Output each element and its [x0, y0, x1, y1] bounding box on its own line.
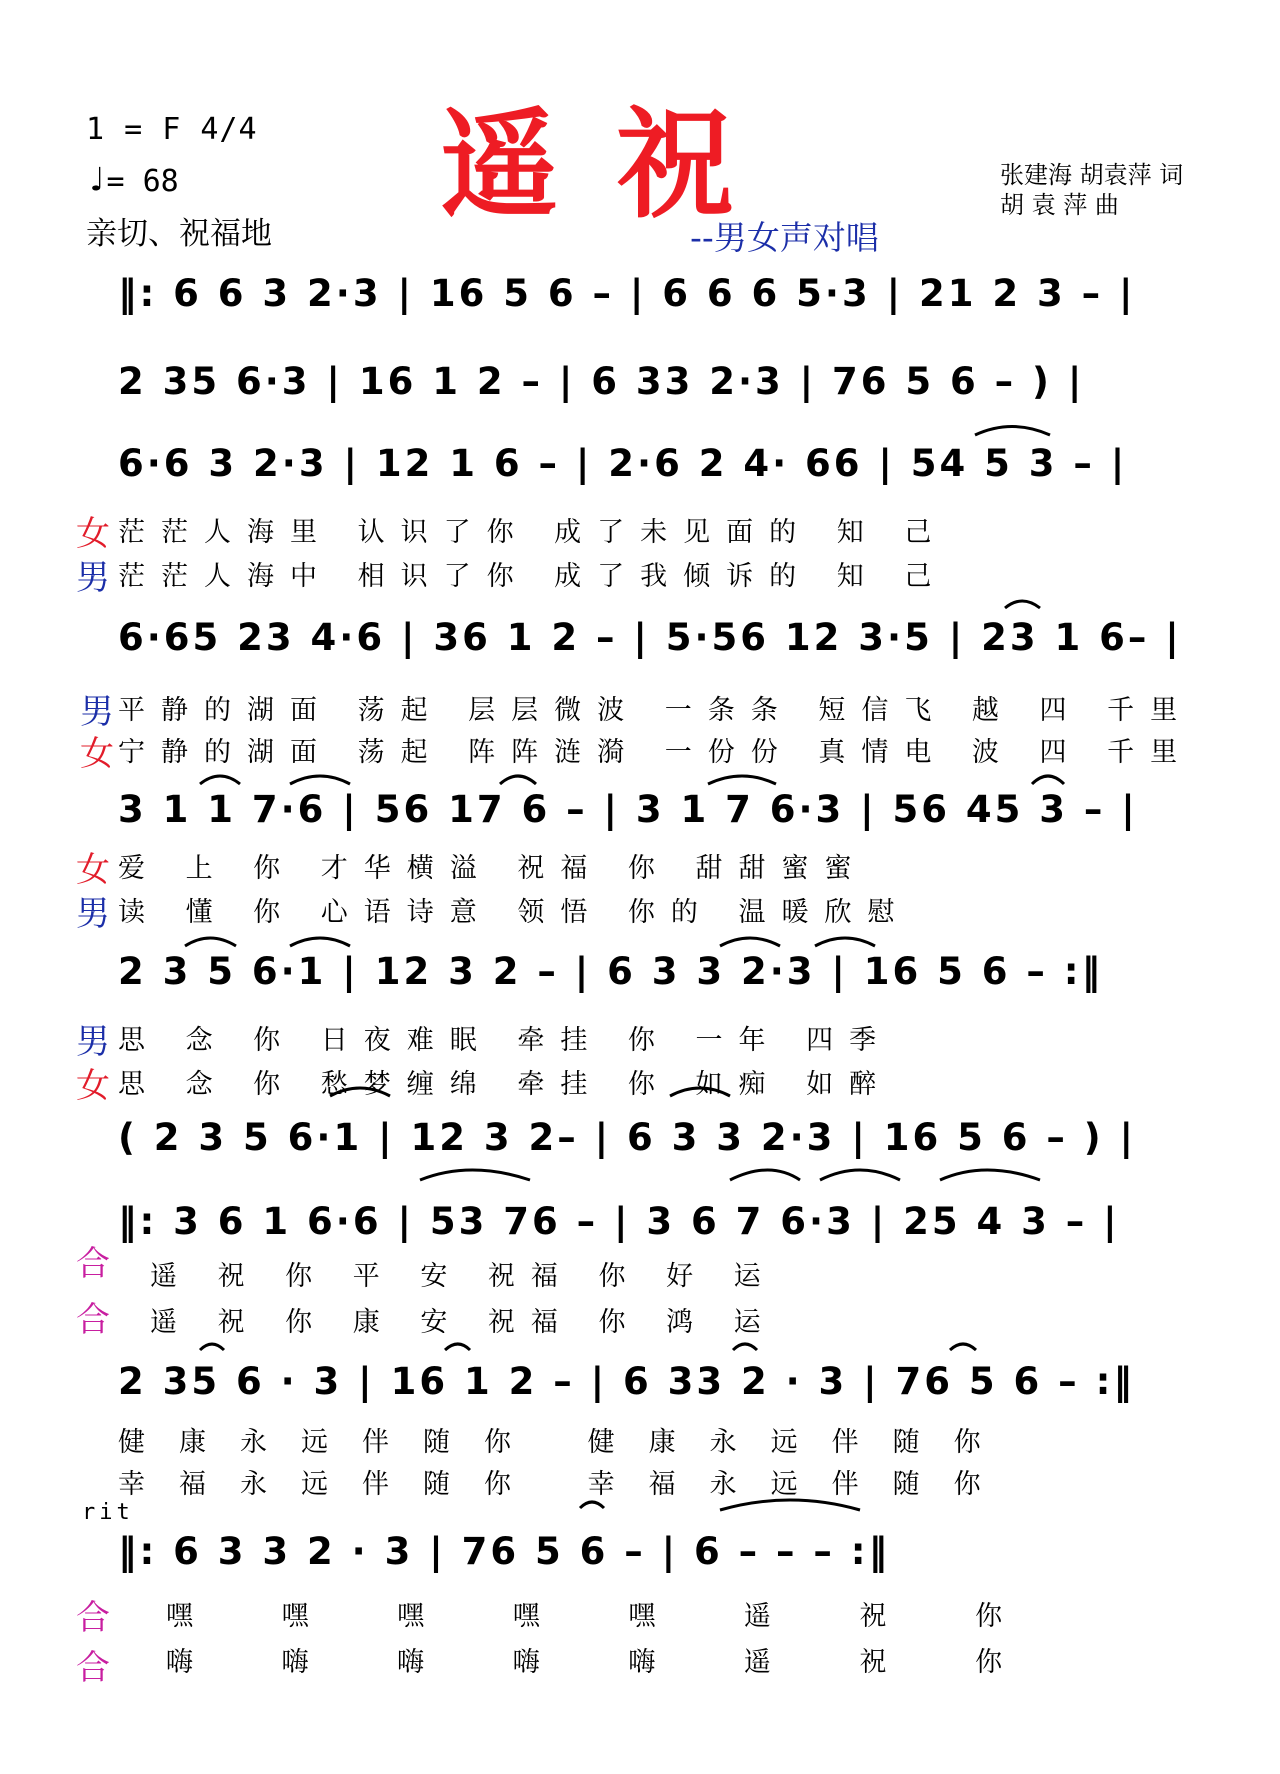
lyric-line: 平静的湖面 荡起 层层微波 一条条 短信飞 越 四 千里 — [118, 695, 1194, 726]
score-row-1: ‖: 6 6 3 2·3 | 16 5 6 – | 6 6 6 5·3 | 21 2 3 – | — [118, 272, 1136, 315]
ritardando-marking: rit — [82, 1500, 134, 1525]
lyric-line: 思 念 你 愁梦缠绵 牵挂 你 如痴 如醉 — [118, 1069, 893, 1100]
slur — [290, 776, 350, 784]
lyric-line: 宁静的湖面 荡起 阵阵涟漪 一份份 真情电 波 四 千里 — [118, 737, 1194, 768]
tempo-value: = 68 — [106, 164, 179, 199]
score-row-6: 2 3 5 6·1 | 12 3 2 – | 6 3 3 2·3 | 16 5 6 – :‖ — [118, 950, 1104, 993]
slur — [730, 1170, 800, 1180]
lyric-line: 茫茫人海中 相识了你 成了我倾诉的 知 己 — [118, 561, 948, 592]
singer-label-chorus: 合 — [76, 1244, 110, 1284]
lyric-line: 遥 祝 你 康 安 祝福 你 鸿 运 — [150, 1307, 777, 1338]
singer-label-male: 男 — [76, 1022, 110, 1062]
slur — [975, 427, 1050, 436]
score-row-10: ‖: 6 3 3 2 · 3 | 76 5 6 – | 6 – – – :‖ — [118, 1530, 891, 1573]
lyric-line: 茫茫人海里 认识了你 成了未见面的 知 己 — [118, 517, 948, 548]
lyric-line: 思 念 你 日夜难眠 牵挂 你 一年 四季 — [118, 1025, 893, 1056]
score-row-5: 3 1 1 7·6 | 56 17 6 – | 3 1 7 6·3 | 56 45 3 – | — [118, 788, 1138, 831]
slur — [815, 938, 875, 946]
slur — [733, 1344, 757, 1350]
singer-label-chorus: 合 — [76, 1648, 110, 1688]
slur — [580, 1502, 604, 1508]
lyric-line: 幸福永远伴随你 幸福永远伴随你 — [118, 1469, 1015, 1500]
singer-label-male: 男 — [76, 894, 110, 934]
slur — [720, 938, 780, 946]
score-row-9: 2 35 6 · 3 | 16 1 2 – | 6 33 2 · 3 | 76 5 6 – :‖ — [118, 1360, 1135, 1403]
composer-credit: 胡 袁 萍 曲 — [1000, 191, 1119, 219]
score-row-7: ( 2 3 5 6·1 | 12 3 2– | 6 3 3 2·3 | 16 5 6 – ) | — [118, 1116, 1137, 1159]
slur — [500, 776, 536, 784]
singer-label-male: 男 — [76, 558, 110, 598]
score-row-4: 6·65 23 4·6 | 36 1 2 – | 5·56 12 3·5 | 23 1 6– | — [118, 616, 1182, 659]
song-title: 遥祝 — [440, 95, 793, 234]
slur — [185, 938, 236, 946]
lyric-line: 遥 祝 你 平 安 祝福 你 好 运 — [150, 1261, 777, 1292]
singer-label-male: 男 — [80, 692, 114, 732]
slur — [720, 1500, 860, 1510]
lyric-line: 嘿 嘿 嘿 嘿 嘿 遥 祝 你 — [166, 1601, 1043, 1632]
expression-marking: 亲切、祝福地 — [86, 216, 272, 252]
singer-label-female: 女 — [80, 734, 114, 774]
tempo-marking — [86, 160, 179, 200]
score-row-2: 2 35 6·3 | 16 1 2 – | 6 33 2·3 | 76 5 6 – ) | — [118, 360, 1085, 403]
singer-label-chorus: 合 — [76, 1300, 110, 1340]
score-row-3: 6·6 3 2·3 | 12 1 6 – | 2·6 2 4· 66 | 54 5 3 – | — [118, 442, 1128, 485]
song-subtitle: --男女声对唱 — [690, 218, 879, 257]
slur — [200, 776, 240, 784]
singer-label-female: 女 — [76, 1066, 110, 1106]
lyricist-credit: 张建海 胡袁萍 词 — [1000, 161, 1184, 189]
lyric-line: 爱 上 你 才华横溢 祝福 你 甜甜蜜蜜 — [118, 853, 868, 884]
slur — [1005, 601, 1040, 608]
lyric-line: 健康永远伴随你 健康永远伴随你 — [118, 1427, 1015, 1458]
singer-label-female: 女 — [76, 850, 110, 890]
slur — [708, 776, 776, 784]
singer-label-chorus: 合 — [76, 1598, 110, 1638]
slur — [200, 1344, 224, 1350]
score-row-8: ‖: 3 6 1 6·6 | 53 76 – | 3 6 7 6·3 | 25 4 3 – | — [118, 1200, 1120, 1243]
slur — [445, 1344, 470, 1350]
slur — [820, 1170, 900, 1180]
key-signature: 1 = F 4/4 — [86, 112, 258, 147]
credits — [1000, 160, 1183, 220]
slur — [950, 1344, 976, 1350]
singer-label-female: 女 — [76, 514, 110, 554]
lyric-line: 嗨 嗨 嗨 嗨 嗨 遥 祝 你 — [166, 1647, 1043, 1678]
slur — [1032, 776, 1064, 784]
lyric-line: 读 懂 你 心语诗意 领悟 你的 温暖欣慰 — [118, 897, 911, 928]
quarter-note-icon: ♩ — [86, 160, 107, 200]
slur — [290, 938, 350, 946]
slur — [940, 1170, 1040, 1180]
slur — [420, 1170, 530, 1180]
